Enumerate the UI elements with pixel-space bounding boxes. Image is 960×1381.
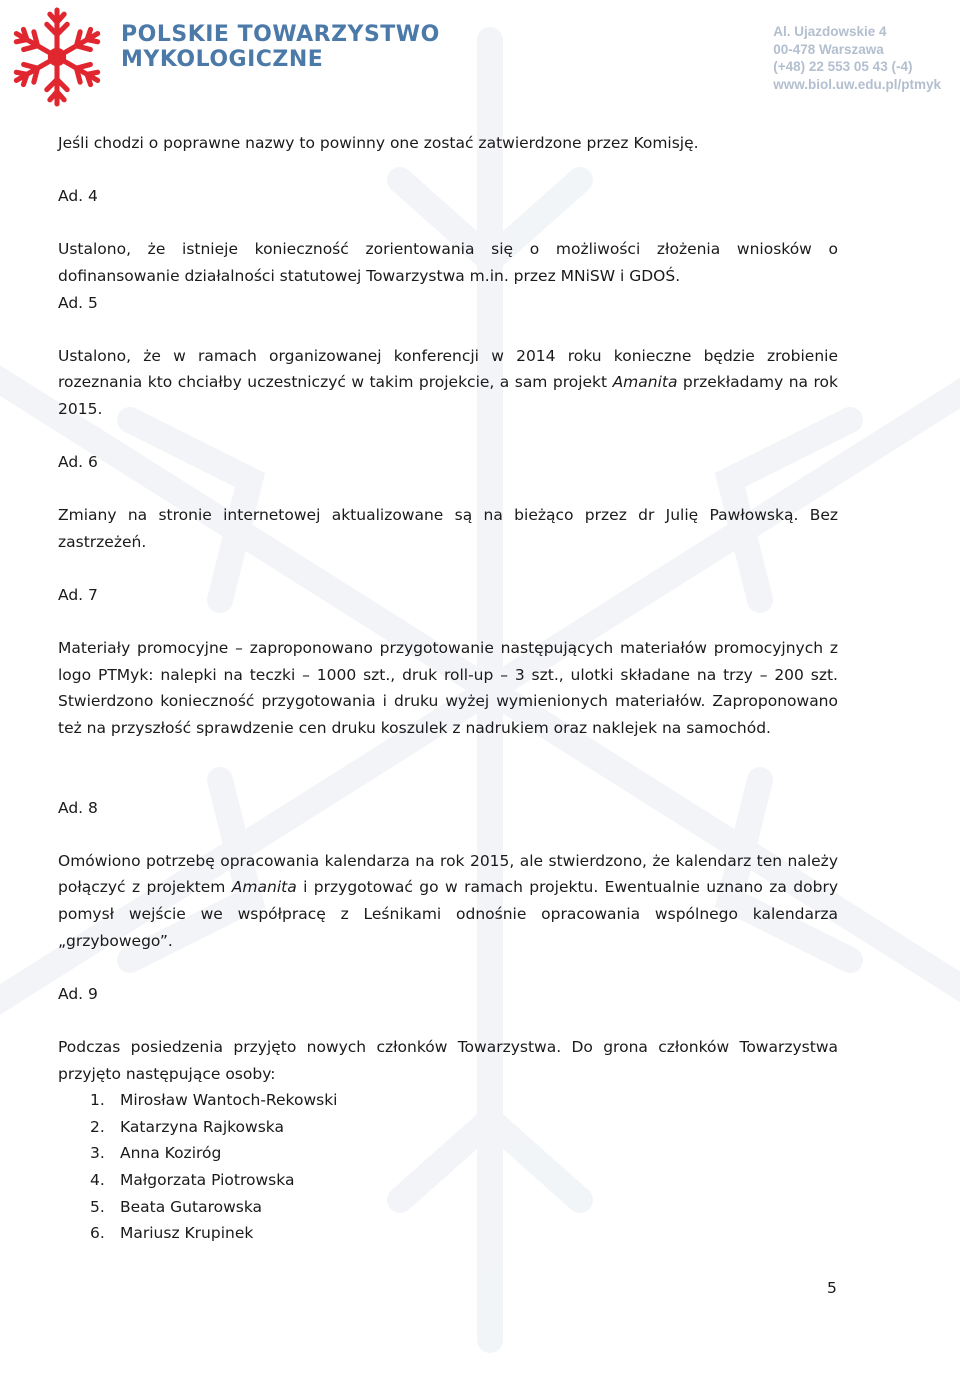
- list-item-number: 2.: [90, 1117, 105, 1136]
- ad8-paragraph: [58, 848, 838, 954]
- org-name-line-1: POLSKIE TOWARZYSTWO: [121, 22, 440, 47]
- list-item-number: 6.: [90, 1224, 105, 1243]
- address-phone: (+48) 22 553 05 43 (-4): [773, 59, 913, 74]
- list-item: [90, 1194, 838, 1221]
- page-number: 5: [827, 1279, 837, 1297]
- ad5-text-end: przekładamy na rok 2015.: [58, 373, 838, 418]
- ad8-project-name: Amanita: [231, 878, 297, 897]
- list-item: [90, 1087, 838, 1114]
- ad9-paragraph: Podczas posiedzenia przyjęto nowych członków Towarzystwa. Do grona członków Towarzystwa przyjęto następujące osoby:: [58, 1038, 838, 1083]
- ad7-heading: Ad. 7: [58, 586, 98, 605]
- member-name: Beata Gutarowska: [120, 1197, 263, 1216]
- list-item-number: 5.: [90, 1197, 105, 1216]
- ad5-project-name: Amanita: [612, 373, 678, 392]
- intro-paragraph: Jeśli chodzi o poprawne nazwy to powinny one zostać zatwierdzone przez Komisję.: [58, 134, 699, 152]
- member-name: Małgorzata Piotrowska: [120, 1170, 295, 1189]
- list-item-number: 4.: [90, 1170, 105, 1189]
- list-item-number: 3.: [90, 1144, 105, 1163]
- ad9-heading: Ad. 9: [58, 984, 98, 1003]
- member-name: Mariusz Krupinek: [120, 1224, 254, 1243]
- ad7-paragraph: Materiały promocyjne – zaproponowano przygotowanie następujących materiałów promocyjnych z logo PTMyk: nalepki na teczki – 1000 szt., druk roll-up – 3 szt., ulotki składane na trzy – 200 szt. Stwierdzono konieczność przygotowania i druku wyżej wymienionych materiałów. Zaproponowano też na przyszłość sprawdzenie cen druku koszulek z nadrukiem oraz naklejek na samochód.: [58, 639, 838, 738]
- list-item-number: 1.: [90, 1091, 105, 1110]
- ad5-paragraph: [58, 343, 838, 423]
- ad5-text-start: Ustalono, że w ramach organizowanej konferencji w 2014 roku konieczne będzie zrobienie rozeznania kto chciałby uczestniczyć w takim projekcie, a sam projekt: [58, 346, 838, 392]
- new-members-list: [58, 1087, 838, 1247]
- red-snowflake-mushroom-logo-icon: [6, 6, 108, 108]
- ad8-text-end: i przygotować go w ramach projektu. Ewentualnie uznano za dobry pomysł wejście we współpracę z Leśnikami odnośnie opracowania wspólnego kalendarza „grzybowego”.: [58, 878, 839, 950]
- ad8-heading: Ad. 8: [58, 798, 98, 817]
- member-name: Mirosław Wantoch-Rekowski: [120, 1091, 338, 1110]
- member-name: Anna Koziróg: [120, 1144, 222, 1163]
- address-street: Al. Ujazdowskie 4: [773, 24, 887, 39]
- list-item: [90, 1220, 838, 1247]
- ad6-paragraph: Zmiany na stronie internetowej aktualizowane są na bieżąco przez dr Julię Pawłowską. Bez zastrzeżeń.: [58, 506, 838, 551]
- member-name: Katarzyna Rajkowska: [120, 1117, 284, 1136]
- org-name-line-2: MYKOLOGICZNE: [121, 47, 324, 72]
- list-item: [90, 1140, 838, 1167]
- ad4-paragraph: Ustalono, że istnieje konieczność zorientowania się o możliwości złożenia wniosków o dofinansowanie działalności statutowej Towarzystwa m.in. przez MNiSW i GDOŚ.: [58, 240, 838, 285]
- ad8-text-start: Omówiono potrzebę opracowania kalendarza na rok 2015, ale stwierdzono, że kalendarz ten należy połączyć z projektem: [58, 851, 838, 897]
- ad4-heading: Ad. 4: [58, 187, 98, 206]
- ad6-heading: Ad. 6: [58, 453, 98, 472]
- list-item: [90, 1114, 838, 1141]
- document-body: [58, 130, 838, 1247]
- contact-address: [773, 23, 941, 93]
- address-website: www.biol.uw.edu.pl/ptmyk: [773, 76, 941, 92]
- organization-name: [121, 22, 440, 72]
- list-item: [90, 1167, 838, 1194]
- ad5-heading: Ad. 5: [58, 293, 98, 312]
- address-city: 00-478 Warszawa: [773, 41, 884, 57]
